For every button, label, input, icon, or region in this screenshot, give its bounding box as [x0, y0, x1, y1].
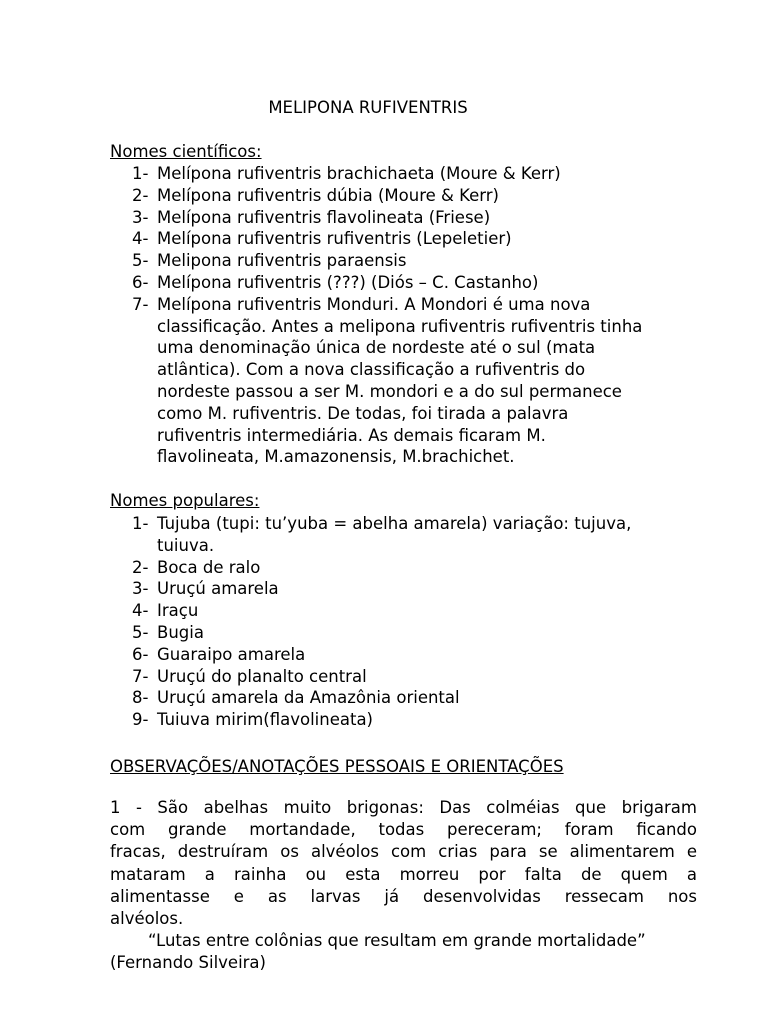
paragraph-line: alvéolos. — [110, 909, 184, 929]
scientific-name-item — [110, 163, 710, 185]
quote-line: “Lutas entre colônias que resultam em grande mortalidade” — [148, 931, 646, 951]
scientific-names-heading: Nomes científicos: — [110, 142, 262, 161]
list-item-number: 5- — [132, 251, 149, 271]
list-item-text: Melípona rufiventris brachichaeta (Moure & Kerr) — [157, 164, 561, 183]
list-item-text: atlântica). Com a nova classificação a rufiventris do — [157, 360, 586, 380]
list-item-text: flavolineata, M.amazonensis, M.brachichet. — [157, 447, 515, 467]
list-item-number: 1- — [132, 164, 149, 183]
list-item-number: 4- — [132, 601, 149, 621]
paragraph-line: 1 - São abelhas muito brigonas: Das colméias que brigaram — [110, 798, 697, 817]
list-item-text: rufiventris intermediária. As demais ficaram M. — [157, 425, 546, 445]
scientific-name-item — [110, 185, 710, 207]
list-item-number: 2- — [132, 557, 149, 577]
list-item-number: 3- — [132, 207, 149, 227]
observation-paragraph — [110, 797, 697, 975]
list-item-number: 9- — [132, 710, 149, 730]
list-item-number: 4- — [132, 229, 149, 249]
quote-source: (Fernando Silveira) — [110, 953, 266, 973]
observations-heading: OBSERVAÇÕES/ANOTAÇÕES PESSOAIS E ORIENTAÇÕES — [110, 757, 564, 776]
list-item-text: Melípona rufiventris rufiventris (Lepeletier) — [157, 229, 512, 249]
paragraph-line: alimentasse e as larvas já desenvolvidas ressecam nos — [110, 886, 697, 906]
list-item-text: Melípona rufiventris Monduri. A Mondori é uma nova — [157, 294, 591, 314]
list-item-text: tuiuva. — [157, 535, 215, 555]
list-item-text: Bugia — [157, 622, 204, 642]
list-item-text: Guaraipo amarela — [157, 644, 306, 664]
list-item-text: Uruçú amarela da Amazônia oriental — [157, 688, 460, 708]
list-item-number: 5- — [132, 622, 149, 642]
list-item-number: 2- — [132, 185, 149, 205]
paragraph-line: com grande mortandade, todas pereceram; foram ficando — [110, 820, 697, 840]
list-item-text: Melípona rufiventris flavolineata (Friese) — [157, 207, 491, 227]
scientific-name-item — [110, 294, 710, 468]
popular-names-heading: Nomes populares: — [110, 491, 260, 510]
popular-name-item — [110, 600, 710, 622]
list-item-text: Uruçú amarela — [157, 579, 279, 599]
list-item-text: Boca de ralo — [157, 557, 261, 577]
list-item-number: 6- — [132, 272, 149, 292]
list-item-text: Tuiuva mirim(flavolineata) — [157, 710, 373, 730]
scientific-names-list — [110, 163, 710, 468]
list-item-text: uma denominação única de nordeste até o sul (mata — [157, 338, 596, 358]
list-item-number: 1- — [132, 514, 149, 533]
popular-name-item — [110, 513, 710, 557]
popular-name-item — [110, 644, 710, 666]
popular-name-item — [110, 666, 710, 688]
scientific-name-item — [110, 272, 710, 294]
document-title: MELIPONA RUFIVENTRIS — [268, 98, 468, 117]
popular-names-list — [110, 513, 710, 731]
list-item-number: 6- — [132, 644, 149, 664]
paragraph-line: fracas, destruíram os alvéolos com crias para se alimentarem e — [110, 842, 697, 862]
list-item-text: Uruçú do planalto central — [157, 666, 367, 686]
list-item-number: 7- — [132, 666, 149, 686]
popular-name-item — [110, 557, 710, 579]
list-item-text: Iraçu — [157, 601, 199, 621]
list-item-text: Melípona rufiventris (???) (Diós – C. Castanho) — [157, 272, 539, 292]
popular-name-item — [110, 687, 710, 709]
popular-name-item — [110, 709, 710, 731]
list-item-text: Tujuba (tupi: tu’yuba = abelha amarela) variação: tujuva, — [157, 514, 632, 533]
scientific-name-item — [110, 228, 710, 250]
popular-name-item — [110, 578, 710, 600]
list-item-text: Melípona rufiventris dúbia (Moure & Kerr) — [157, 185, 499, 205]
scientific-name-item — [110, 207, 710, 229]
list-item-number: 8- — [132, 688, 149, 708]
list-item-number: 7- — [132, 294, 149, 314]
popular-name-item — [110, 622, 710, 644]
list-item-text: como M. rufiventris. De todas, foi tirada a palavra — [157, 403, 569, 423]
list-item-text: classificação. Antes a melipona rufiventris rufiventris tinha — [157, 316, 643, 336]
paragraph-line: mataram a rainha ou esta morreu por falta de quem a — [110, 864, 697, 884]
list-item-number: 3- — [132, 579, 149, 599]
list-item-text: nordeste passou a ser M. mondori e a do sul permanece — [157, 381, 622, 401]
scientific-name-item — [110, 250, 710, 272]
list-item-text: Melipona rufiventris paraensis — [157, 251, 407, 271]
